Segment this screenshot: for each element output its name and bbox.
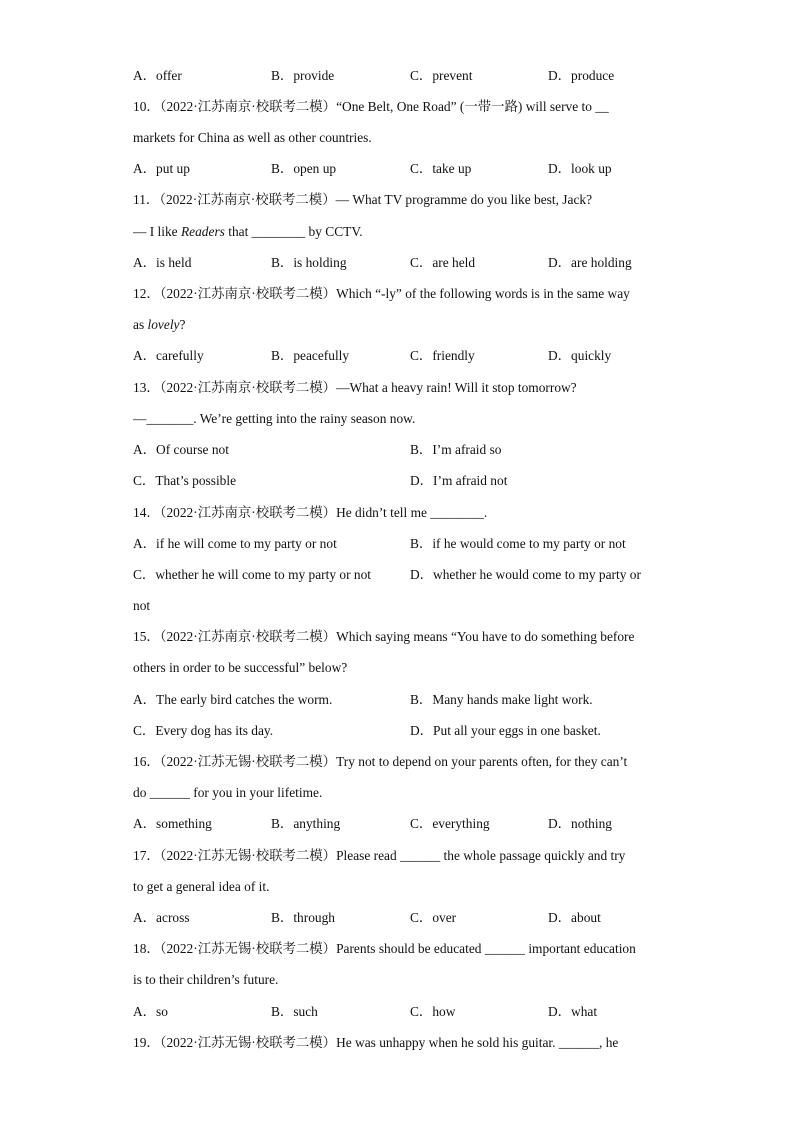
question-text: 16．（2022·江苏无锡·校联考二模）Try not to depend on your parents often, for they can’t [133,754,628,769]
option-c: C．over [410,910,457,925]
option-c: C．whether he will come to my party or not [133,567,372,582]
option-b: B．Many hands make light work. [410,692,593,707]
option-c: C．Every dog has its day. [133,723,274,738]
question-text: 18．（2022·江苏无锡·校联考二模）Parents should be educated ______ important education [133,941,636,956]
option-a: A．put up [133,161,190,176]
question-text: 12．（2022·江苏南京·校联考二模）Which “-ly” of the following words is in the same way [133,286,630,301]
question-text-cont: others in order to be successful” below? [133,660,348,675]
option-c: C．are held [410,255,476,270]
option-c: C．how [410,1004,456,1019]
option-c: C．everything [410,816,490,831]
option-d: D．about [548,910,601,925]
question-text-cont: is to their children’s future. [133,972,279,987]
option-b: B．I’m afraid so [410,442,502,457]
question-text: 15．（2022·江苏南京·校联考二模）Which saying means “You have to do something before [133,629,635,644]
question-text: 17．（2022·江苏无锡·校联考二模）Please read ______ the whole passage quickly and try [133,848,626,863]
option-d: D．are holding [548,255,632,270]
question-text: 10．（2022·江苏南京·校联考二模）“One Belt, One Road” (一带一路) will serve to __ [133,99,609,114]
option-d: D．quickly [548,348,612,363]
option-c: C．That’s possible [133,473,237,488]
option-b: B．such [271,1004,318,1019]
emphasis-text: Readers [180,224,225,239]
option-d: D．whether he would come to my party or [410,567,641,582]
option-d-wrap: not [133,598,151,613]
option-b: B．provide [271,68,335,83]
option-d: D．I’m afraid not [410,473,508,488]
question-text: 11．（2022·江苏南京·校联考二模）— What TV programme do you like best, Jack? [133,192,593,207]
question-text-cont: to get a general idea of it. [133,879,270,894]
option-c: C．prevent [410,68,473,83]
option-b: B．anything [271,816,341,831]
text-pre: — I like [133,224,181,239]
option-d: D．look up [548,161,612,176]
question-text-cont [133,316,185,334]
option-a: A．carefully [133,348,204,363]
option-a: A．if he will come to my party or not [133,536,337,551]
option-b: B．through [271,910,335,925]
question-text-cont: —_______. We’re getting into the rainy season now. [133,411,416,426]
text-post: that ________ by CCTV. [224,224,363,239]
text-pre: as [133,317,148,332]
option-c: C．take up [410,161,472,176]
option-a: A．across [133,910,190,925]
question-text: 13．（2022·江苏南京·校联考二模）—What a heavy rain! Will it stop tomorrow? [133,380,577,395]
option-a: A．is held [133,255,192,270]
option-a: A．Of course not [133,442,229,457]
question-text-cont: do ______ for you in your lifetime. [133,785,323,800]
question-text: 19．（2022·江苏无锡·校联考二模）He was unhappy when he sold his guitar. ______, he [133,1035,619,1050]
option-d: D．nothing [548,816,612,831]
option-b: B．is holding [271,255,347,270]
option-a: A．so [133,1004,168,1019]
option-a: A．offer [133,68,182,83]
option-b: B．open up [271,161,337,176]
option-d: D．what [548,1004,598,1019]
question-text: 14．（2022·江苏南京·校联考二模）He didn’t tell me ________. [133,505,488,520]
question-text-cont [133,223,363,241]
option-d: D．produce [548,68,615,83]
emphasis-text: lovely [147,317,180,332]
option-a: A．The early bird catches the worm. [133,692,333,707]
text-post: ? [179,317,186,332]
option-c: C．friendly [410,348,475,363]
question-text-cont: markets for China as well as other countries. [133,130,372,145]
option-d: D．Put all your eggs in one basket. [410,723,601,738]
option-b: B．if he would come to my party or not [410,536,626,551]
option-b: B．peacefully [271,348,350,363]
option-a: A．something [133,816,212,831]
